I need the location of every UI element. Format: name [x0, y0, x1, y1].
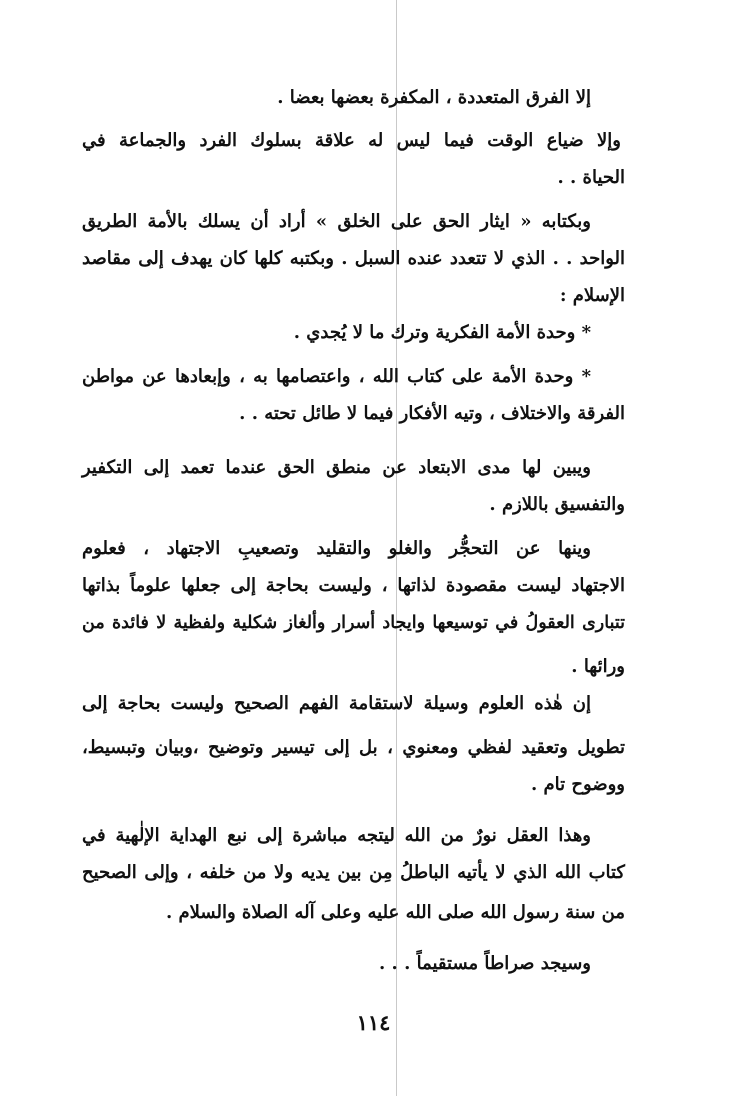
text-line: تتبارى العقولُ في توسيعها وايجاد أسرار وألغاز شكلية ولفظية لا فائدة من [82, 613, 625, 633]
text-line: وسيجد صراطاً مستقيماً . . . [379, 953, 591, 974]
text-line: ووضوح تام . [530, 774, 625, 795]
text-line: تطويل وتعقيد لفظي ومعنوي ، بل إلى تيسير وتوضيح ،وبيان وتبسيط، [82, 737, 625, 758]
text-line: من سنة رسول الله صلى الله عليه وعلى آله الصلاة والسلام . [166, 902, 625, 923]
bullet-line: * وحدة الأمة الفكرية وترك ما لا يُجدي . [293, 322, 591, 343]
page-number: ١١٤ [356, 1010, 391, 1035]
text-line: الحياة . . [557, 167, 625, 188]
text-line: ويبين لها مدى الابتعاد عن منطق الحق عندما تعمد إلى التكفير [82, 457, 591, 478]
text-line: كتاب الله الذي لا يأتيه الباطلُ مِن بين يديه ولا من خلفه ، وإلى الصحيح [82, 862, 625, 883]
text-line: الاجتهاد ليست مقصودة لذاتها ، وليست بحاجة إلى جعلها علوماً بذاتها [82, 575, 625, 596]
bullet-line: * وحدة الأمة على كتاب الله ، واعتصامها به ، وإبعادها عن مواطن [82, 366, 591, 387]
text-line: الواحد . . الذي لا تتعدد عنده السبل . وبكتبه كلها كان يهدف إلى مقاصد [82, 248, 625, 269]
text-line: وبكتابه « ايثار الحق على الخلق » أراد أن يسلك بالأمة الطريق [82, 211, 591, 232]
text-line: والتفسيق باللازم . [489, 494, 625, 515]
text-line: إن هٰذه العلوم وسيلة لاستقامة الفهم الصحيح وليست بحاجة إلى [82, 693, 591, 714]
text-line: وهذا العقل نورٌ من الله ليتجه مباشرة إلى نبع الهداية الإلٰهية في [82, 825, 591, 846]
text-line: وإلا ضياع الوقت فيما ليس له علاقة بسلوك الفرد والجماعة في [82, 130, 621, 151]
text-line: الفرقة والاختلاف ، وتيه الأفكار فيما لا طائل تحته . . [239, 403, 625, 424]
text-line: الإسلام : [559, 285, 625, 306]
text-line: ورائها . [571, 656, 625, 677]
text-line: إلا الفرق المتعددة ، المكفرة بعضها بعضا . [277, 87, 591, 108]
text-line: وينها عن التحجُّر والغلو والتقليد وتصعيبِ الاجتهاد ، فعلوم [82, 538, 591, 559]
